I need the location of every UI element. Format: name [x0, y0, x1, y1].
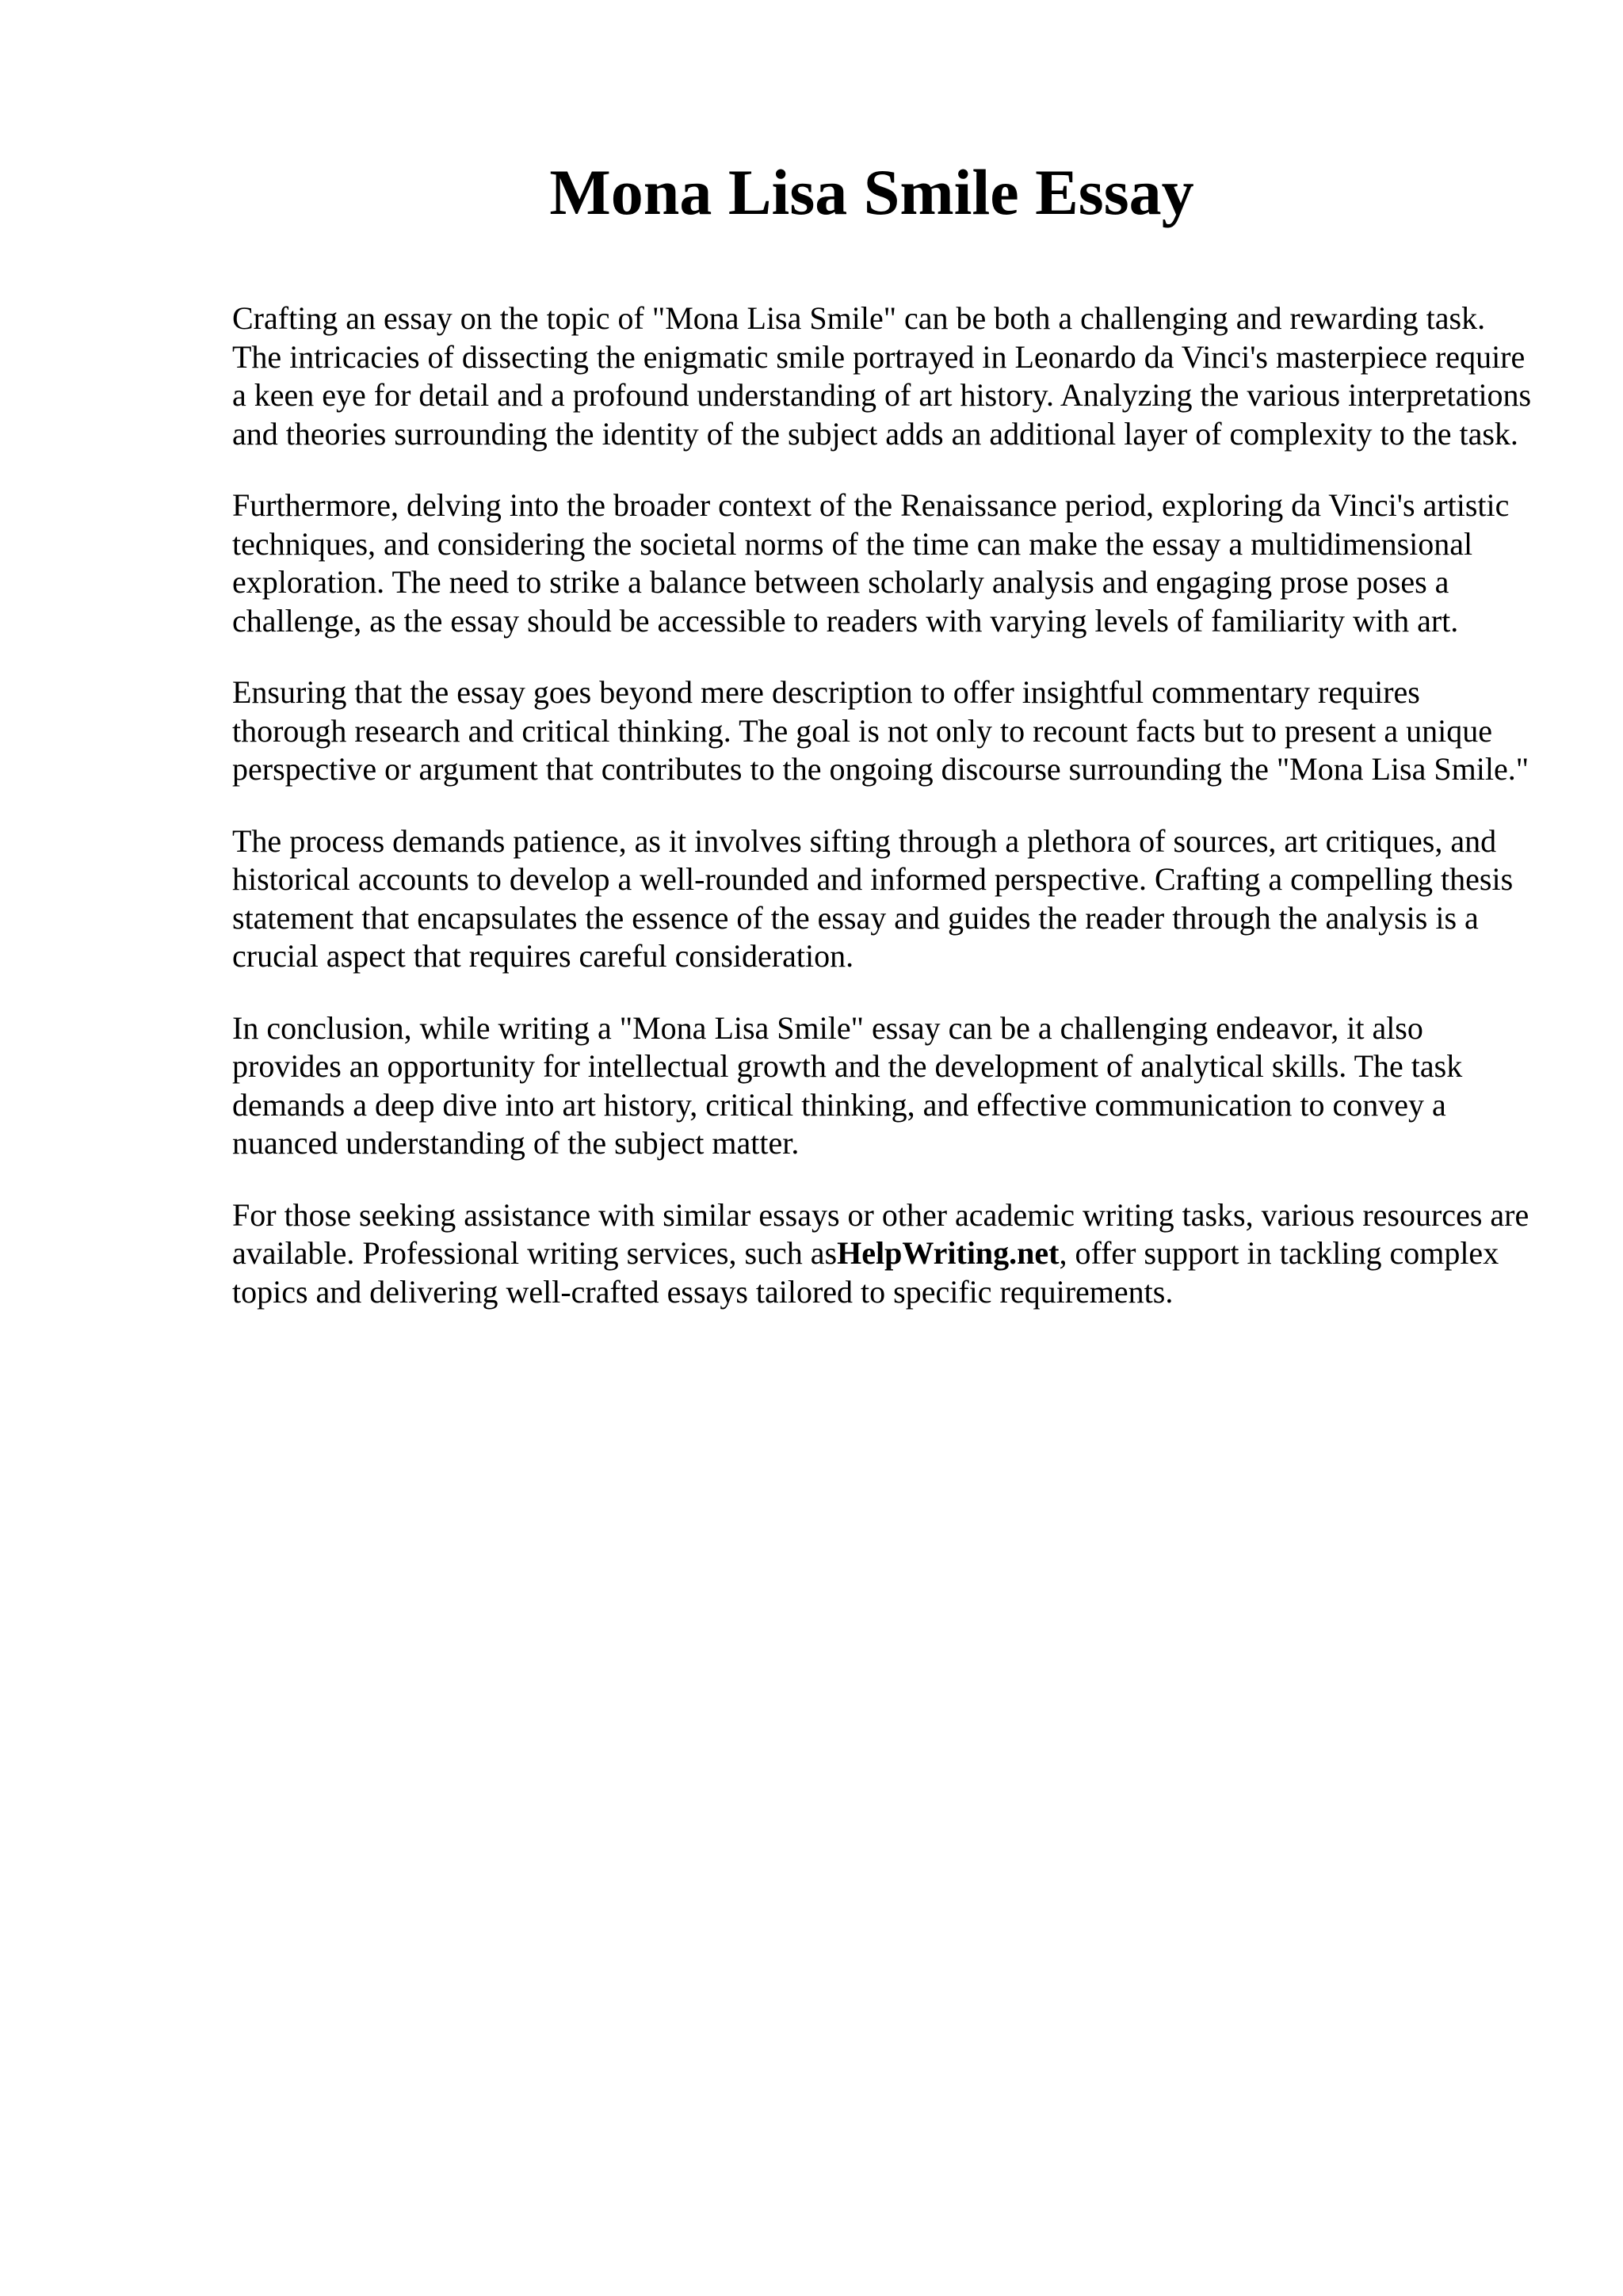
essay-body: [232, 299, 1532, 1344]
brand-name: HelpWriting.net: [837, 1235, 1060, 1271]
paragraph-2: Furthermore, delving into the broader context of the Renaissance period, exploring da Vinci's artistic techniques, and considering the societal norms of the time can make the essay a multidimensional exploration. The need to strike a balance between scholarly analysis and engaging prose poses a challenge, as the essay should be accessible to readers with varying levels of familiarity with art.: [232, 487, 1510, 639]
paragraph-6: [232, 1196, 1532, 1312]
paragraph-6-text-after: , offer support in tackling complex topics and delivering well-crafted essays tailored to specific requirements.: [232, 1235, 1499, 1310]
page-title: Mona Lisa Smile Essay: [549, 156, 1194, 228]
paragraph-4: The process demands patience, as it involves sifting through a plethora of sources, art critiques, and historical accounts to develop a well-rounded and informed perspective. Crafting a compelling thesis statement that encapsulates the essence of the essay and guides the reader through the analysis is a crucial aspect that requires careful consideration.: [232, 822, 1514, 974]
paragraph-1: Crafting an essay on the topic of "Mona Lisa Smile" can be both a challenging and rewarding task. The intricacies of dissecting the enigmatic smile portrayed in Leonardo da Vinci's masterpiece require a keen eye for detail and a profound understanding of art history. Analyzing the various interpretations and theories surrounding the identity of the subject adds an additional layer of complexity to the task.: [232, 300, 1532, 452]
paragraph-6-text-before: For those seeking assistance with similar essays or other academic writing tasks, various resources are available. Professional writing services, such as: [232, 1196, 1529, 1271]
paragraph-3: Ensuring that the essay goes beyond mere description to offer insightful commentary requires thorough research and critical thinking. The goal is not only to recount facts but to present a unique perspective or argument that contributes to the ongoing discourse surrounding the "Mona Lisa Smile.": [232, 674, 1529, 787]
paragraph-5: In conclusion, while writing a "Mona Lisa Smile" essay can be a challenging endeavor, it also provides an opportunity for intellectual growth and the development of analytical skills. The task demands a deep dive into art history, critical thinking, and effective communication to convey a nuanced understanding of the subject matter.: [232, 1009, 1463, 1161]
